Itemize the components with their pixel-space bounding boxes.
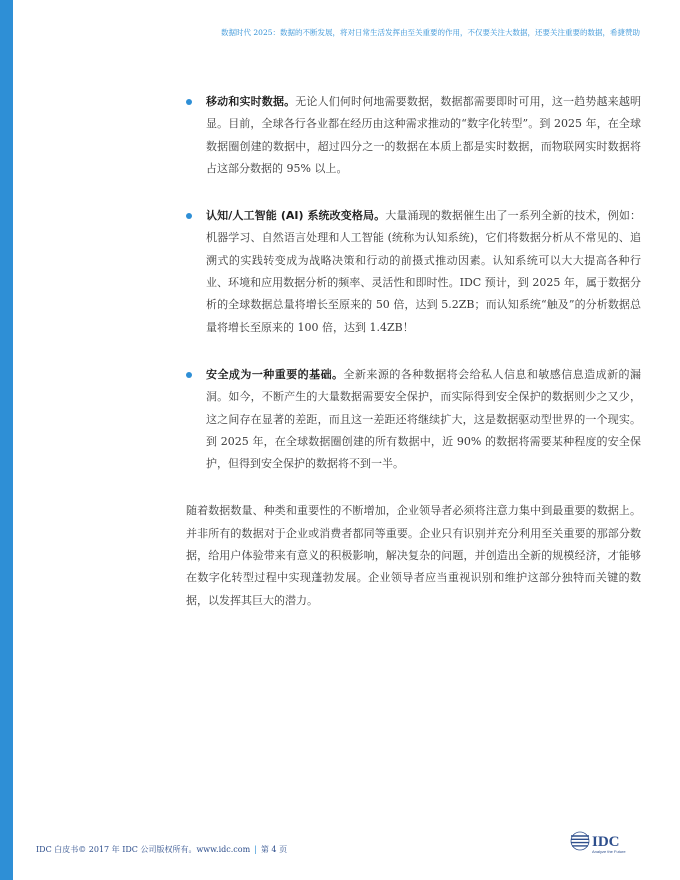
bullet-body: 无论人们何时何地需要数据，数据都需要即时可用，这一趋势越来越明显。目前，全球各行各业都在经历由这种需求推动的“数字化转型”。到 2025 年，在全球数据圈创建的数据中，超过四分之一的数据在本质上都是实时数据，而物联网实时数据将占这部分数据的 95% 以上。 [206, 95, 642, 175]
bullet-paragraph [206, 91, 641, 180]
bullet-paragraph [206, 364, 641, 475]
bullet-dot-icon [186, 372, 192, 378]
bullet-dot-icon [186, 99, 192, 105]
idc-logo [570, 831, 640, 855]
bullet-item-mobile-realtime [186, 91, 641, 180]
footer-copyright: IDC 白皮书© 2017 年 IDC 公司版权所有。www.idc.com [36, 845, 251, 854]
globe-icon [571, 832, 589, 850]
bullet-item-security [186, 364, 641, 475]
bullet-paragraph [206, 205, 641, 339]
main-content [186, 91, 641, 612]
bullet-body: 大量涌现的数据催生出了一系列全新的技术，例如：机器学习、自然语言处理和人工智能 (统称为认知系统)，它们将数据分析从不常见的、追溯式的实践转变成为战略决策和行动的前摄式推动因素。认知系统可以大大提高各种行业、环境和应用数据分析的频率、灵活性和即时性。IDC 预计，到 2025 年，属于数据分析的全球数据总量将增长至原来的 50 倍，达到 5.2ZB；而认知系统“触及”的分析数据总量将增长至原来的 100 倍，达到 1.4ZB！ [206, 209, 641, 334]
logo-wordmark: IDC [592, 834, 620, 850]
logo-tagline: Analyze the Future [592, 849, 626, 854]
footer-separator: | [254, 845, 257, 854]
closing-paragraph: 随着数据数量、种类和重要性的不断增加，企业领导者必须将注意力集中到最重要的数据上。并非所有的数据对于企业或消费者都同等重要。企业只有识别并充分利用至关重要的那部分数据，给用户体验带来有意义的积极影响，解决复杂的问题，并创造出全新的规模经济，才能够在数字化转型过程中实现蓬勃发展。企业领导者应当重视识别和维护这部分独特而关键的数据，以发挥其巨大的潜力。 [186, 504, 641, 607]
bullet-title: 安全成为一种重要的基础。 [206, 367, 344, 381]
bullet-title: 移动和实时数据。 [206, 95, 296, 108]
bullet-body: 全新来源的各种数据将会给私人信息和敏感信息造成新的漏洞。如今，不断产生的大量数据需要安全保护，而实际得到安全保护的数据则少之又少，这之间存在显著的差距，而且这一差距还将继续扩大，这是数据驱动型世界的一个现实。到 2025 年，在全球数据圈创建的所有数据中，近 90% 的数据将需要某种程度的安全保护，但得到安全保护的数据将不到一半。 [206, 367, 642, 471]
bullet-dot-icon [186, 213, 192, 219]
bullet-title: 认知/人工智能 (AI) 系统改变格局。 [206, 209, 386, 223]
bullet-item-cognitive-ai [186, 205, 641, 339]
page-footer [36, 844, 287, 855]
footer-page-number: 第 4 页 [260, 845, 288, 854]
running-header: 数据时代 2025：数据的不断发展，将对日常生活发挥由至关重要的作用，不仅要关注大数据，还要关注重要的数据，希捷赞助 [221, 28, 640, 37]
left-accent-bar [0, 0, 13, 880]
